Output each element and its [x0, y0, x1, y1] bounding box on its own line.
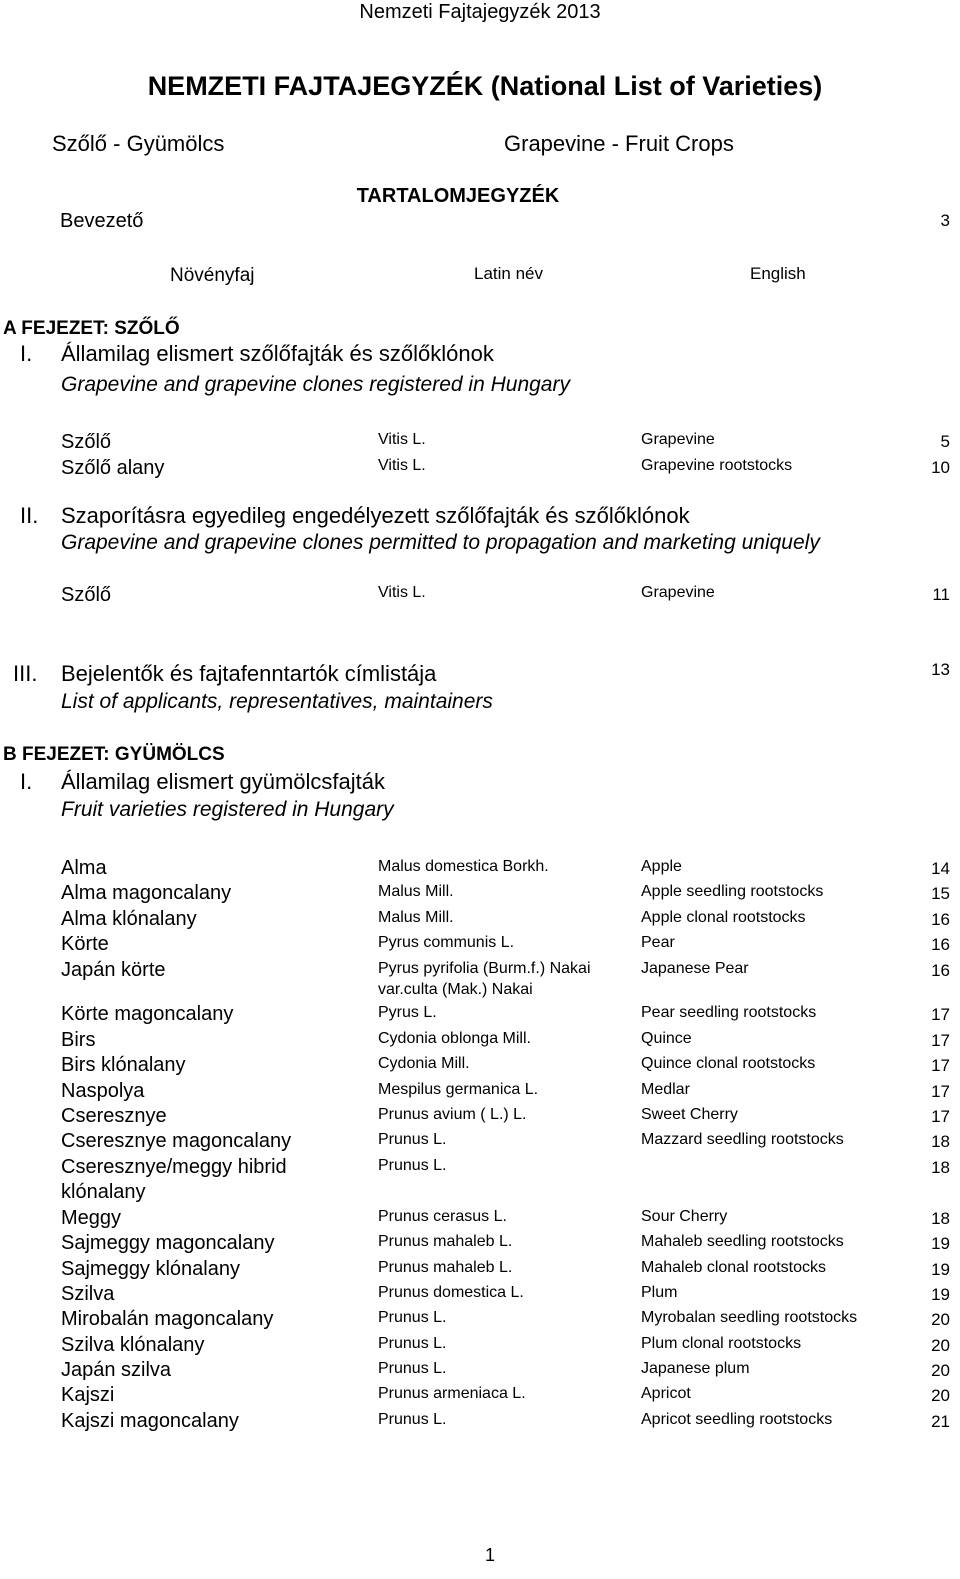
section-a2-title-en: Grapevine and grapevine clones permitted to propagation and marketing uniquely — [61, 531, 820, 554]
row-page: 5 — [940, 432, 950, 451]
row-page: 18 — [931, 1209, 950, 1228]
row-name: Birs — [61, 1029, 96, 1051]
row-name: Kajszi — [61, 1384, 115, 1406]
row-name: Körte magoncalany — [61, 1003, 234, 1025]
row-name: Japán szilva — [61, 1359, 172, 1381]
row-name: Kajszi magoncalany — [61, 1410, 239, 1432]
row-english: Apple — [641, 858, 682, 875]
row-latin: Malus domestica Borkh. — [378, 858, 549, 875]
row-english: Myrobalan seedling rootstocks — [641, 1309, 858, 1326]
intro-label: Bevezető — [60, 210, 144, 232]
row-name: Sajmeggy klónalany — [61, 1258, 240, 1280]
row-name: Cseresznye magoncalany — [61, 1130, 292, 1152]
row-english: Apricot seedling rootstocks — [641, 1411, 833, 1428]
row-latin: Prunus L. — [378, 1335, 447, 1352]
row-latin: Mespilus germanica L. — [378, 1081, 539, 1098]
row-page: 16 — [931, 910, 950, 929]
row-name: Sajmeggy magoncalany — [61, 1232, 275, 1254]
row-english: Grapevine — [641, 584, 715, 601]
row-english: Quince clonal rootstocks — [641, 1055, 816, 1072]
row-page: 20 — [931, 1386, 950, 1405]
row-latin: Prunus cerasus L. — [378, 1208, 507, 1225]
row-english: Apple clonal rootstocks — [641, 909, 806, 926]
row-english: Japanese Pear — [641, 960, 749, 977]
row-name: Cseresznye/meggy hibrid — [61, 1156, 287, 1178]
section-b1-title-en: Fruit varieties registered in Hungary — [61, 798, 394, 821]
row-name: Alma — [61, 857, 107, 879]
row-page: 17 — [931, 1031, 950, 1050]
row-english: Plum clonal rootstocks — [641, 1335, 802, 1352]
section-a3-title-en: List of applicants, representatives, maintainers — [61, 690, 493, 713]
row-page: 14 — [931, 859, 950, 878]
row-name: Alma klónalany — [61, 908, 197, 930]
section-a1-title-en: Grapevine and grapevine clones registered in Hungary — [61, 373, 570, 396]
row-latin: Cydonia Mill. — [378, 1055, 470, 1072]
row-page: 17 — [931, 1056, 950, 1075]
row-english: Apple seedling rootstocks — [641, 883, 824, 900]
row-english: Plum — [641, 1284, 678, 1301]
row-page: 15 — [931, 884, 950, 903]
document-title: NEMZETI FAJTAJEGYZÉK (National List of Varieties) — [147, 71, 823, 101]
row-latin: Prunus avium ( L.) L. — [378, 1106, 527, 1123]
row-latin: Prunus armeniaca L. — [378, 1385, 526, 1402]
row-latin: Prunus L. — [378, 1131, 447, 1148]
row-english: Pear seedling rootstocks — [641, 1004, 817, 1021]
row-latin: Vitis L. — [378, 584, 426, 601]
row-name-continued: klónalany — [61, 1181, 146, 1203]
row-name: Cseresznye — [61, 1105, 167, 1127]
row-latin-continued: var.culta (Mak.) Nakai — [378, 981, 533, 998]
row-latin: Malus Mill. — [378, 883, 454, 900]
row-name: Meggy — [61, 1207, 122, 1229]
row-latin: Pyrus L. — [378, 1004, 437, 1021]
toc-title: TARTALOMJEGYZÉK — [356, 185, 560, 207]
chapter-a-title: A FEJEZET: SZŐLŐ — [3, 318, 180, 339]
row-latin: Vitis L. — [378, 457, 426, 474]
row-page: 18 — [931, 1132, 950, 1151]
row-page: 18 — [931, 1158, 950, 1177]
row-english: Grapevine rootstocks — [641, 457, 793, 474]
row-name: Szilva klónalany — [61, 1334, 205, 1356]
page-header: Nemzeti Fajtajegyzék 2013 — [359, 1, 601, 23]
row-english: Medlar — [641, 1081, 690, 1098]
column-species: Növényfaj — [170, 265, 255, 286]
row-latin: Prunus L. — [378, 1309, 447, 1326]
row-page: 10 — [931, 458, 950, 477]
row-latin: Prunus mahaleb L. — [378, 1233, 513, 1250]
row-english: Sour Cherry — [641, 1208, 728, 1225]
section-a2-title: Szaporításra egyedileg engedélyezett szőlőfajták és szőlőklónok — [61, 503, 690, 528]
row-page: 17 — [931, 1082, 950, 1101]
page-number: 1 — [484, 1545, 495, 1565]
row-page: 20 — [931, 1361, 950, 1380]
row-latin: Cydonia oblonga Mill. — [378, 1030, 531, 1047]
row-page: 16 — [931, 935, 950, 954]
row-name: Szilva — [61, 1283, 115, 1305]
row-name: Naspolya — [61, 1080, 145, 1102]
row-latin: Prunus mahaleb L. — [378, 1259, 513, 1276]
row-name: Szőlő alany — [61, 457, 165, 479]
row-page: 17 — [931, 1107, 950, 1126]
row-latin: Malus Mill. — [378, 909, 454, 926]
row-page: 17 — [931, 1005, 950, 1024]
subtitle-hungarian: Szőlő - Gyümölcs — [52, 131, 225, 156]
section-b1-title: Államilag elismert gyümölcsfajták — [61, 769, 385, 794]
intro-page: 3 — [940, 211, 950, 230]
row-english: Sweet Cherry — [641, 1106, 738, 1123]
row-latin: Pyrus communis L. — [378, 934, 515, 951]
row-latin: Prunus L. — [378, 1411, 447, 1428]
row-english: Japanese plum — [641, 1360, 750, 1377]
row-english: Quince — [641, 1030, 692, 1047]
row-latin: Pyrus pyrifolia (Burm.f.) Nakai — [378, 960, 591, 977]
row-page: 11 — [932, 585, 950, 604]
row-name: Birs klónalany — [61, 1054, 186, 1076]
row-english: Mahaleb clonal rootstocks — [641, 1259, 826, 1276]
column-latin: Latin név — [474, 264, 543, 283]
row-name: Japán körte — [61, 959, 166, 981]
chapter-b-title: B FEJEZET: GYÜMÖLCS — [3, 744, 225, 765]
row-name: Szőlő — [61, 584, 112, 606]
section-a1-title: Államilag elismert szőlőfajták és szőlőklónok — [61, 341, 494, 366]
section-b1-roman: I. — [20, 769, 33, 794]
section-a1-roman: I. — [20, 341, 33, 366]
row-english: Apricot — [641, 1385, 691, 1402]
row-page: 19 — [931, 1285, 950, 1304]
row-name: Szőlő — [61, 431, 112, 453]
row-page: 19 — [931, 1234, 950, 1253]
section-a2-roman: II. — [20, 503, 39, 528]
row-english: Mazzard seedling rootstocks — [641, 1131, 844, 1148]
section-a3-page: 13 — [931, 660, 950, 679]
row-page: 19 — [931, 1260, 950, 1279]
row-english: Mahaleb seedling rootstocks — [641, 1233, 844, 1250]
row-name: Körte — [61, 933, 109, 955]
row-latin: Vitis L. — [378, 431, 426, 448]
row-page: 20 — [931, 1310, 950, 1329]
section-a3-roman: III. — [13, 661, 38, 686]
row-latin: Prunus domestica L. — [378, 1284, 524, 1301]
row-english: Grapevine — [641, 431, 715, 448]
row-name: Mirobalán magoncalany — [61, 1308, 274, 1330]
row-latin: Prunus L. — [378, 1157, 447, 1174]
column-english: English — [750, 264, 806, 283]
subtitle-english: Grapevine - Fruit Crops — [504, 131, 734, 156]
row-page: 20 — [931, 1336, 950, 1355]
row-name: Alma magoncalany — [61, 882, 232, 904]
row-page: 16 — [931, 961, 950, 980]
row-page: 21 — [931, 1412, 950, 1431]
row-english: Pear — [641, 934, 675, 951]
section-a3-title: Bejelentők és fajtafenntartók címlistája — [61, 661, 437, 686]
row-latin: Prunus L. — [378, 1360, 447, 1377]
